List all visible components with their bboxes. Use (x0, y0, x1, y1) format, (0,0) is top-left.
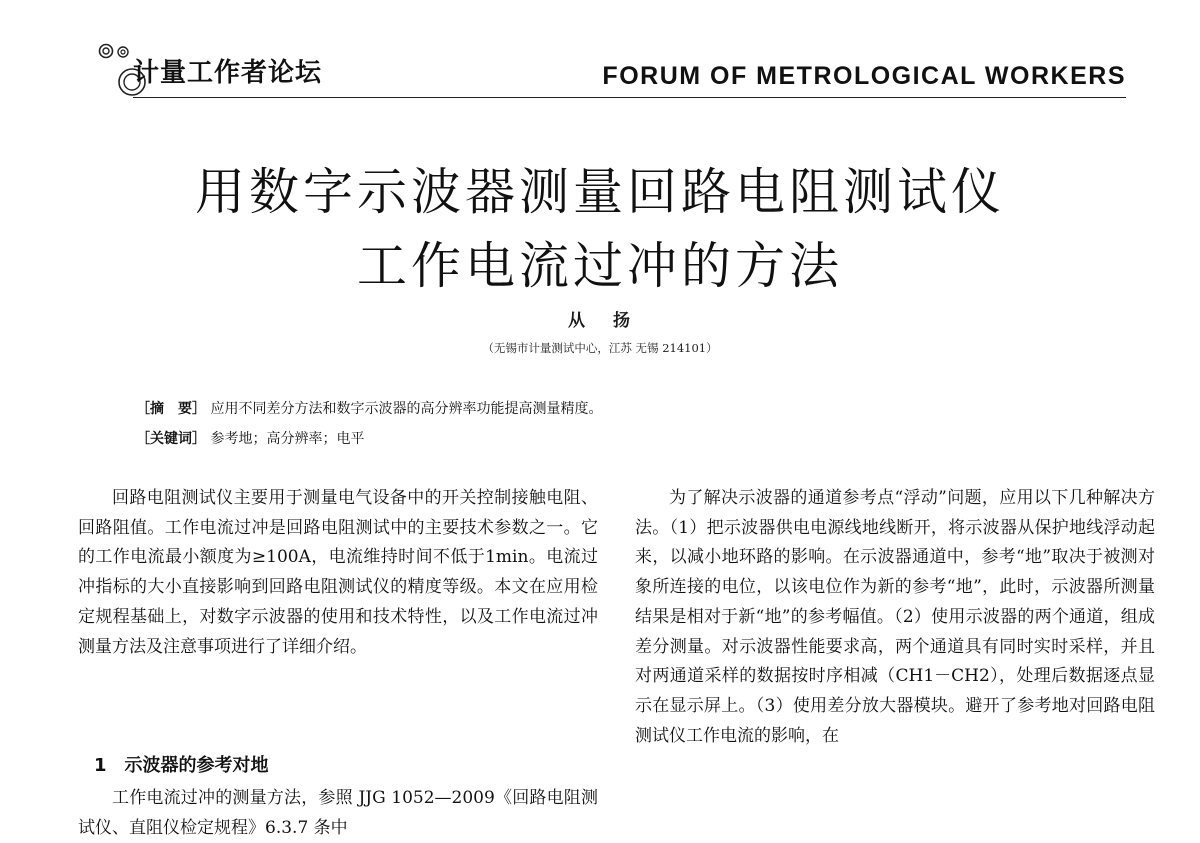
keywords (136, 428, 364, 448)
abstract-label: ［摘 要］ (136, 401, 206, 417)
abstract-text: 应用不同差分方法和数字示波器的高分辨率功能提高测量精度。 (210, 401, 603, 417)
author-affiliation: （无锡市计量测试中心，江苏 无锡 214101） (482, 341, 718, 355)
keywords-text: 参考地；高分辨率；电平 (210, 431, 365, 447)
journal-header (0, 0, 1200, 110)
section-1-paragraph: 工作电流过冲的测量方法，参照 JJG 1052—2009《回路电阻测试仪、直阻仪检定规程》6.3.7 条中 (78, 788, 598, 838)
intro-paragraph: 回路电阻测试仪主要用于测量电气设备中的开关控制接触电阻、回路阻值。工作电流过冲是回路电阻测试中的主要技术参数之一。它的工作电流最小额度为≥100A，电流维持时间不低于1min。电流过冲指标的大小直接影响到回路电阻测试仪的精度等级。本文在应用检定规程基础上，对数字示波器的使用和技术特性，以及工作电流过冲测量方法及注意事项进行了详细介绍。 (78, 488, 598, 657)
article-title-line-2: 工作电流过冲的方法 (357, 237, 843, 295)
journal-name-cn: 计量工作者论坛 (133, 58, 323, 88)
right-column-paragraph: 为了解决示波器的通道参考点“浮动”问题，应用以下几种解决方法。（1）把示波器供电电源线地线断开，将示波器从保护地线浮动起来，以减小地环路的影响。在示波器通道中，参考“地”取决于被测对象所连接的电位，以该电位作为新的参考“地”，此时，示波器所测量结果是相对于新“地”的参考幅值。（2）使用示波器的两个通道，组成差分测量。对示波器性能要求高，两个通道具有同时实时采样，并且对两通道采样的数据按时序相减（CH1－CH2），处理后数据逐点显示在显示屏上。（3）使用差分放大器模块。避开了参考地对回路电阻测试仪工作电流的影响，在 (635, 488, 1155, 746)
abstract (136, 398, 602, 418)
article-title-line-1: 用数字示波器测量回路电阻测试仪 (195, 163, 1005, 221)
header-rule (133, 97, 1126, 98)
section-number: 1 (94, 755, 107, 776)
author-name: 从 扬 (568, 311, 632, 331)
section-title: 示波器的参考对地 (124, 755, 269, 776)
keywords-label: ［关键词］ (136, 431, 206, 447)
section-1-heading (94, 751, 269, 777)
journal-name-en: FORUM OF METROLOGICAL WORKERS (602, 62, 1126, 90)
